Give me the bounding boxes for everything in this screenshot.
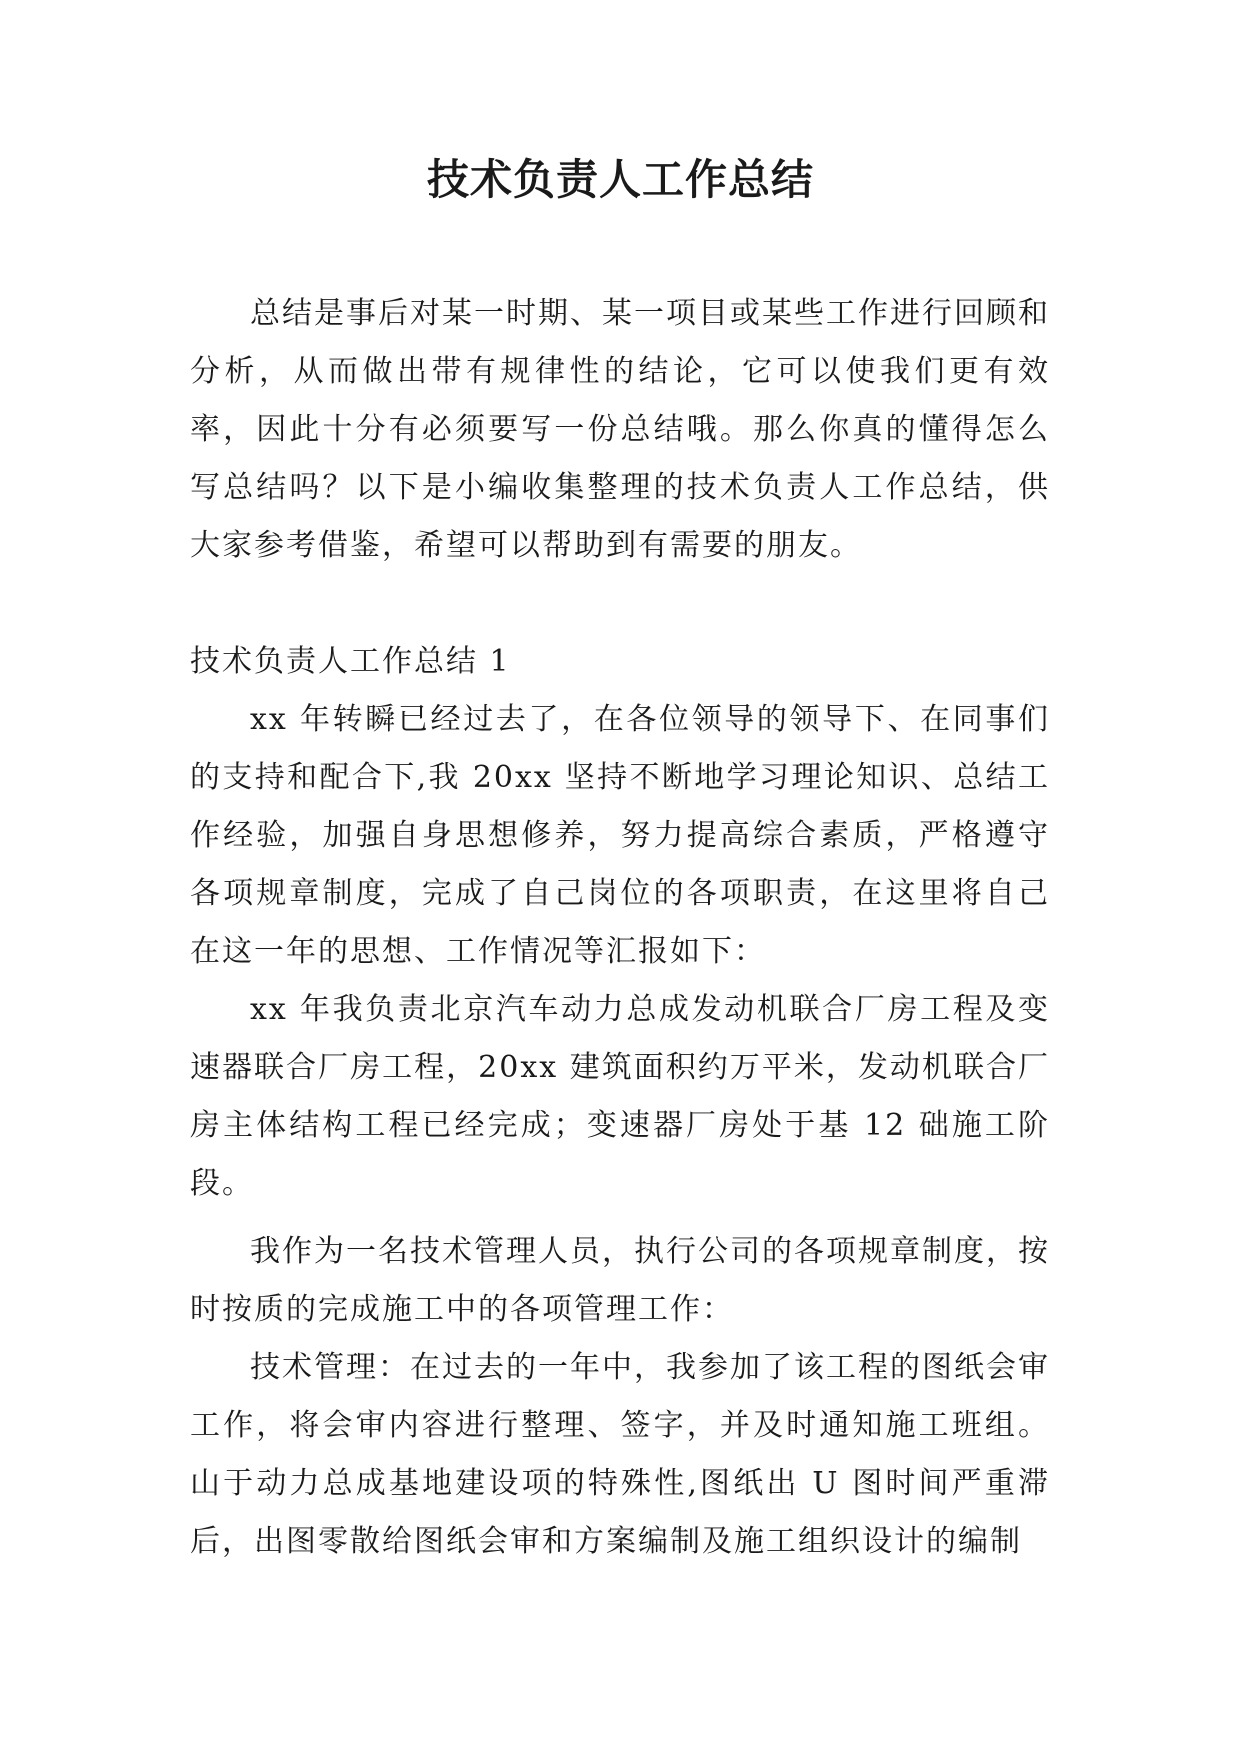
body-paragraph: 技术管理：在过去的一年中，我参加了该工程的图纸会审工作，将会审内容进行整理、签字，并及时通知施工班组。山于动力总成基地建设项的特殊性,图纸出 U 图时间严重滞后，出图零散给图纸会审和方案编制及施工组织设计的编制 [190,1350,1050,1559]
document-body [190,285,1050,1571]
body-paragraph: xx 年转瞬已经过去了，在各位领导的领导下、在同事们的支持和配合下,我 20xx 坚持不断地学习理论知识、总结工作经验，加强自身思想修养，努力提高综合素质，严格遵守各项规章制度，完成了自己岗位的各项职责，在这里将自己在这一年的思想、工作情况等汇报如下： [190,702,1050,969]
document-title: 技术负责人工作总结 [426,155,814,204]
intro-paragraph: 总结是事后对某一时期、某一项目或某些工作进行回顾和分析，从而做出带有规律性的结论，它可以使我们更有效率，因此十分有必须要写一份总结哦。那么你真的懂得怎么写总结吗？以下是小编收集整理的技术负责人工作总结，供大家参考借鉴，希望可以帮助到有需要的朋友。 [190,296,1050,563]
body-paragraph: xx 年我负责北京汽车动力总成发动机联合厂房工程及变速器联合厂房工程，20xx 建筑面积约万平米，发动机联合厂房主体结构工程已经完成；变速器厂房处于基 12 础施工阶段。 [190,992,1050,1201]
body-paragraph: 我作为一名技术管理人员，执行公司的各项规章制度，按时按质的完成施工中的各项管理工作： [190,1234,1050,1327]
section-heading: 技术负责人工作总结 1 [190,644,511,679]
